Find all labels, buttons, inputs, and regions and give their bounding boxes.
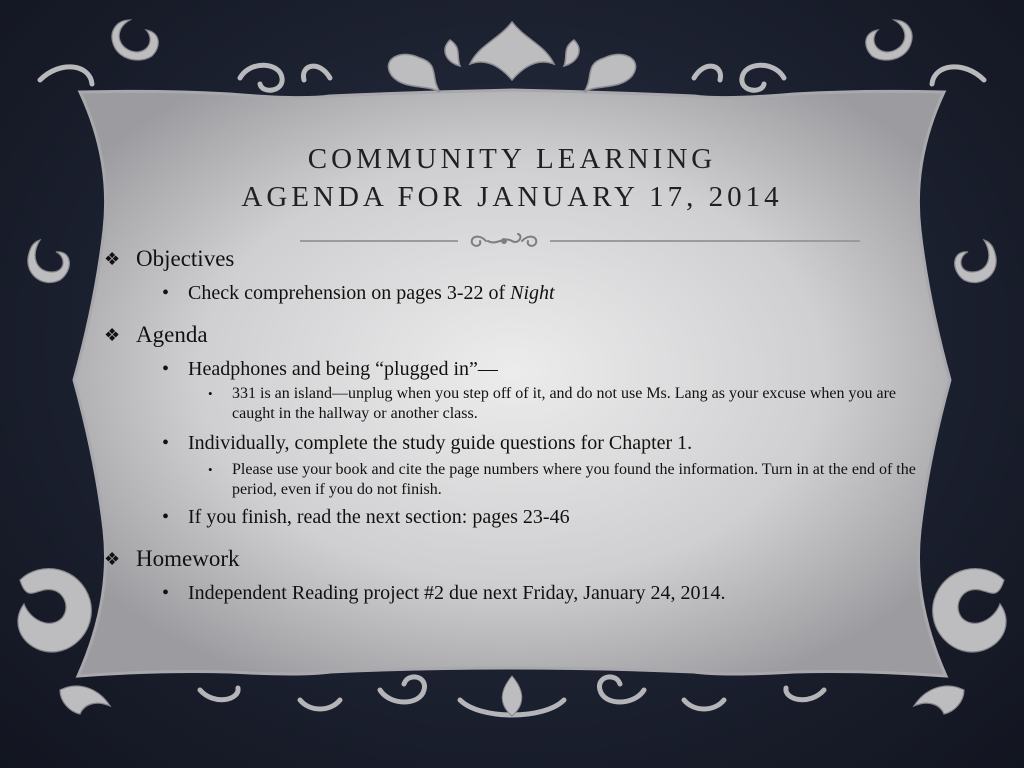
list-item: • Individually, complete the study guide questions for Chapter 1.: [162, 432, 693, 454]
list-subitem: • Please use your book and cite the page numbers where you found the information. Turn in at the end of the period, even if you do not finish.: [208, 461, 916, 498]
slide-title: [140, 140, 884, 216]
list-item: • Check comprehension on pages 3-22 of Night: [162, 282, 555, 304]
list-item: • Independent Reading project #2 due next Friday, January 24, 2014.: [162, 582, 726, 604]
section-objectives-heading: ❖ Objectives: [104, 244, 934, 274]
title-line-1: COMMUNITY LEARNING: [307, 143, 717, 175]
list-item: • If you finish, read the next section: pages 23-46: [162, 506, 570, 528]
slide-body: [104, 244, 934, 606]
diamond-fleuron-icon: ❖: [104, 325, 121, 345]
diamond-fleuron-icon: ❖: [104, 549, 121, 569]
diamond-fleuron-icon: ❖: [104, 249, 121, 269]
title-line-2: AGENDA FOR JANUARY 17, 2014: [241, 181, 783, 213]
section-agenda-heading: ❖ Agenda: [104, 320, 934, 350]
section-homework-heading: ❖ Homework: [104, 544, 934, 574]
list-item: • Headphones and being “plugged in”—: [162, 358, 498, 380]
list-subitem: • 331 is an island—unplug when you step off of it, and do not use Ms. Lang as your excuse when you are caught in the hallway or another class.: [208, 385, 897, 422]
top-crest-ornament: [388, 22, 635, 92]
bottom-center-ornament: [502, 676, 522, 716]
